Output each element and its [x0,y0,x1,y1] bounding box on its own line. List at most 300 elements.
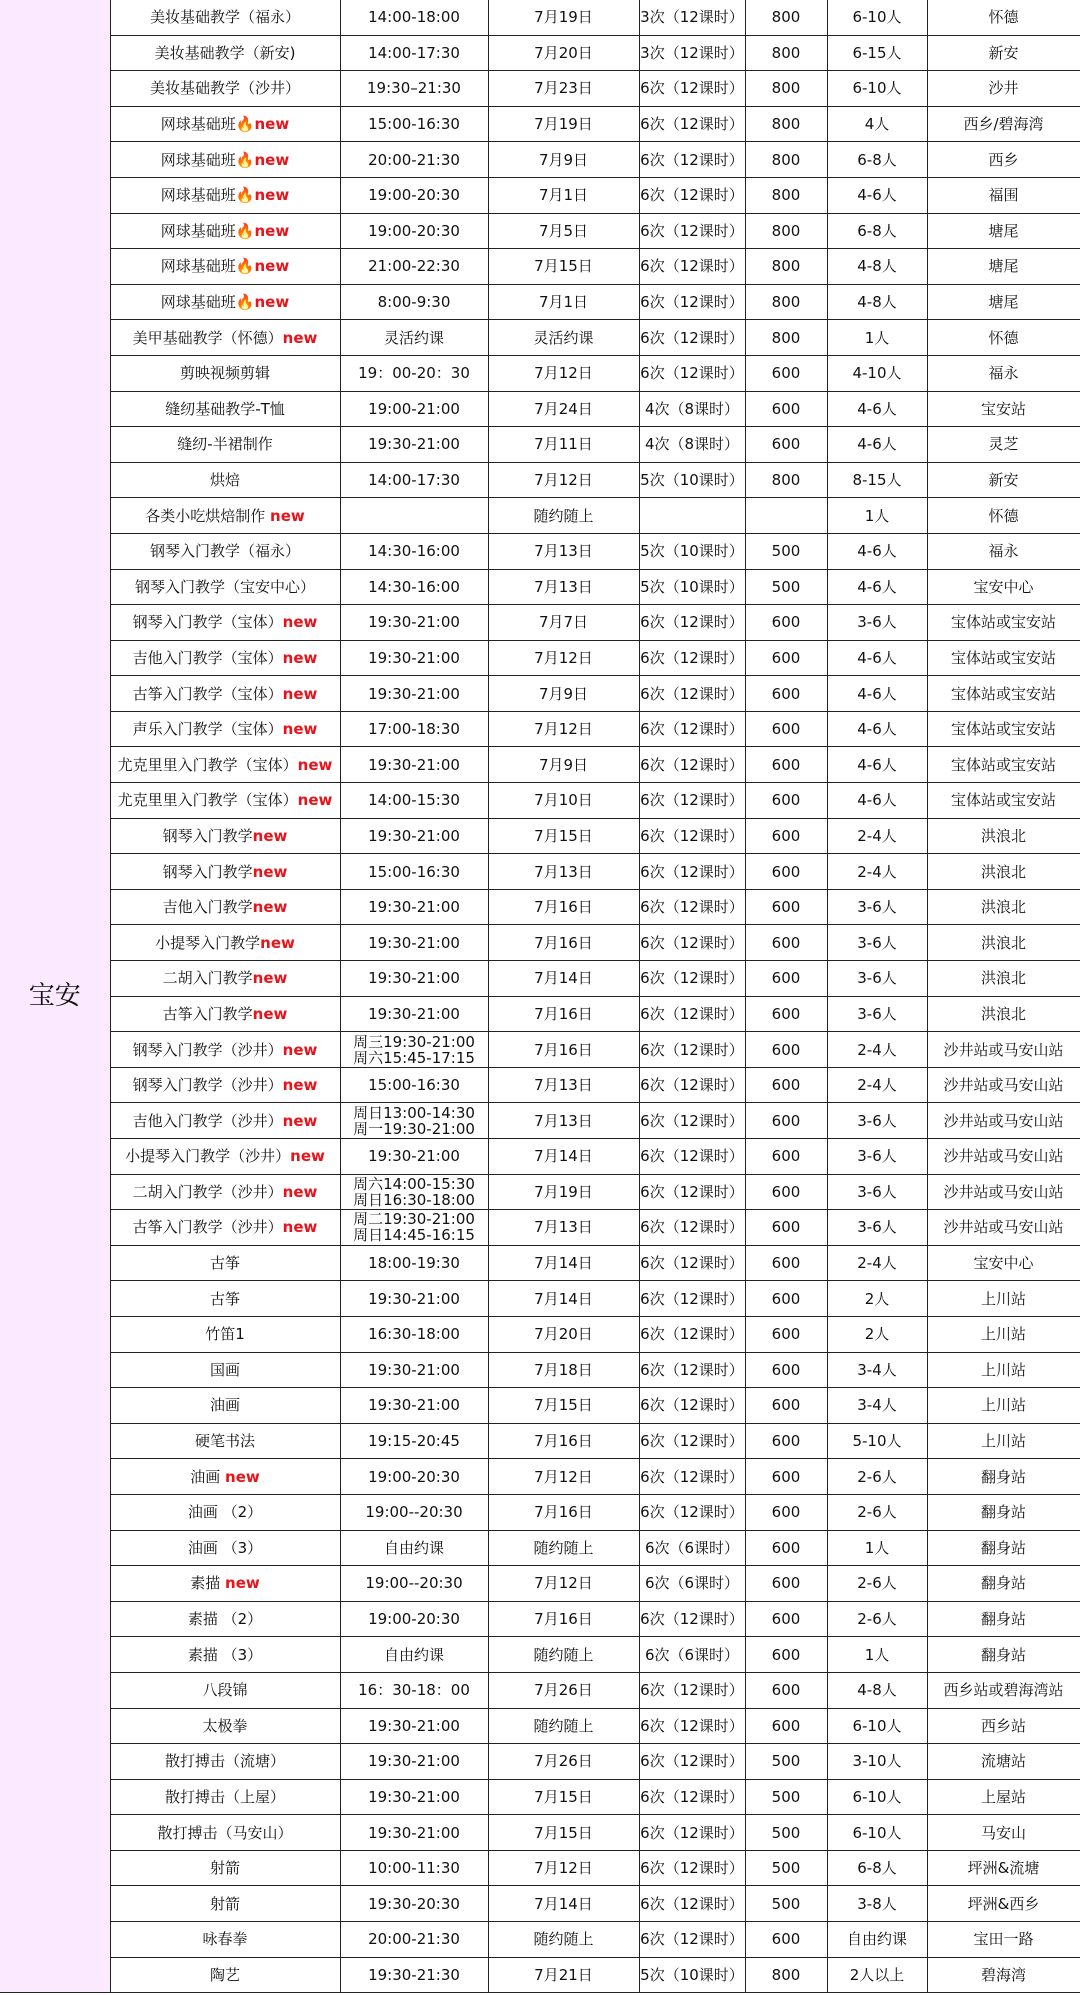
class-size-cell: 1人 [827,1530,927,1566]
start-date-cell: 7月13日 [488,1210,639,1246]
class-size-cell: 2人以上 [827,1957,927,1993]
time-slot: 20:00-21:30 [368,150,460,169]
table-row [0,854,1080,890]
start-date-cell: 7月26日 [488,1672,639,1708]
course-name: 钢琴入门教学（沙井） [132,1040,283,1059]
course-name-cell [110,1815,340,1851]
new-badge: new [252,1004,288,1023]
start-date-cell: 7月12日 [488,640,639,676]
price-cell: 600 [745,640,827,676]
sessions-cell: 6次（12课时） [639,783,745,819]
start-date-cell: 7月19日 [488,0,639,35]
price-cell: 600 [745,1103,827,1139]
start-date-cell: 7月1日 [488,177,639,213]
location-cell: 宝体站或宝安站 [927,783,1080,819]
time-slot: 20:00-21:30 [368,1930,460,1949]
location-cell: 翻身站 [927,1601,1080,1637]
course-name: 尤克里里入门教学（宝体） [117,755,298,774]
course-name: 散打搏击（流塘） [164,1752,285,1771]
table-row [0,1850,1080,1886]
time-cell [340,1459,488,1495]
start-date-cell: 7月15日 [488,1388,639,1424]
price-cell: 600 [745,1637,827,1673]
sessions-cell: 6次（12课时） [639,1245,745,1281]
course-name: 国画 [209,1360,240,1379]
region-label: 宝安 [0,0,110,1993]
sessions-cell: 6次（12课时） [639,1922,745,1958]
time-cell [340,106,488,142]
time-cell [340,1494,488,1530]
course-name-cell [110,711,340,747]
start-date-cell: 7月16日 [488,1032,639,1068]
time-slot: 18:00-19:30 [368,1254,460,1273]
location-cell: 西乡 [927,142,1080,178]
table-row [0,1352,1080,1388]
start-date-cell: 7月24日 [488,391,639,427]
new-badge: new [282,648,318,667]
price-cell: 600 [745,1672,827,1708]
sessions-cell: 5次（10课时） [639,1957,745,1993]
class-size-cell: 4-8人 [827,284,927,320]
course-name-cell [110,1779,340,1815]
time-slot: 19:00-20:30 [368,1467,460,1486]
time-cell [340,1530,488,1566]
course-name-cell [110,284,340,320]
table-row [0,747,1080,783]
course-name: 古筝 [209,1289,240,1308]
class-size-cell: 6-8人 [827,142,927,178]
time-cell [340,1957,488,1993]
class-size-cell: 4-8人 [827,249,927,285]
class-size-cell: 4人 [827,106,927,142]
table-row [0,1601,1080,1637]
start-date-cell: 7月19日 [488,1174,639,1210]
time-slot: 19:30-21:00 [368,1289,460,1308]
table-row [0,142,1080,178]
course-name: 硬笔书法 [194,1432,255,1451]
table-row [0,1815,1080,1851]
time-cell [340,35,488,71]
time-cell [340,1032,488,1068]
course-name: 素描 [190,1574,226,1593]
sessions-cell: 6次（12课时） [639,1708,745,1744]
table-row [0,1281,1080,1317]
class-size-cell: 3-6人 [827,961,927,997]
table-row [0,320,1080,356]
fire-icon: 🔥 [235,293,255,312]
location-cell: 塘尾 [927,249,1080,285]
course-name-cell [110,1494,340,1530]
course-name: 太极拳 [202,1716,248,1735]
time-cell [340,1886,488,1922]
price-cell: 800 [745,462,827,498]
location-cell: 宝体站或宝安站 [927,605,1080,641]
time-cell [340,320,488,356]
price-cell: 800 [745,0,827,35]
course-name-cell [110,355,340,391]
price-cell: 800 [745,213,827,249]
table-row [0,71,1080,107]
time-cell [340,462,488,498]
new-badge: new [282,1182,318,1201]
course-name: 美甲基础教学（怀德） [132,328,283,347]
course-name: 烘焙 [209,471,240,490]
price-cell: 800 [745,1957,827,1993]
course-name: 钢琴入门教学（宝安中心） [134,577,315,596]
course-name-cell [110,605,340,641]
table-row [0,1388,1080,1424]
class-size-cell: 3-6人 [827,1103,927,1139]
course-name-cell [110,462,340,498]
time-cell [340,1245,488,1281]
price-cell: 500 [745,1779,827,1815]
price-cell: 600 [745,1210,827,1246]
start-date-cell: 7月14日 [488,961,639,997]
sessions-cell: 6次（12课时） [639,711,745,747]
table-row [0,711,1080,747]
class-size-cell: 3-6人 [827,605,927,641]
course-name-cell [110,1139,340,1175]
sessions-cell: 6次（12课时） [639,1174,745,1210]
time-slot: 19：00-20：30 [358,364,470,383]
table-row [0,1637,1080,1673]
course-name: 素描 （2） [187,1610,263,1629]
time-slot: 19:30-21:00 [368,1823,460,1842]
sessions-cell: 6次（12课时） [639,605,745,641]
new-badge: new [252,862,288,881]
start-date-cell: 7月23日 [488,71,639,107]
time-cell [340,1815,488,1851]
class-size-cell: 2-4人 [827,854,927,890]
time-cell [340,1744,488,1780]
location-cell: 宝田一路 [927,1922,1080,1958]
price-cell: 600 [745,818,827,854]
new-badge: new [252,826,288,845]
location-cell: 宝体站或宝安站 [927,640,1080,676]
time-cell [340,249,488,285]
time-slot: 17:00-18:30 [368,720,460,739]
price-cell: 600 [745,1316,827,1352]
sessions-cell: 3次（12课时） [639,35,745,71]
start-date-cell: 7月11日 [488,427,639,463]
start-date-cell: 7月13日 [488,1103,639,1139]
sessions-cell: 6次（12课时） [639,71,745,107]
sessions-cell: 6次（6课时） [639,1566,745,1602]
time-slot: 周六15:45-17:15 [353,1048,475,1067]
class-size-cell: 2-6人 [827,1459,927,1495]
start-date-cell: 7月15日 [488,1815,639,1851]
start-date-cell: 7月16日 [488,1494,639,1530]
time-slot: 19:30-21:00 [368,1787,460,1806]
table-row [0,1779,1080,1815]
course-name-cell [110,1103,340,1139]
price-cell: 500 [745,1886,827,1922]
time-cell [340,1352,488,1388]
location-cell: 怀德 [927,320,1080,356]
class-size-cell: 3-6人 [827,889,927,925]
class-size-cell: 3-6人 [827,996,927,1032]
sessions-cell: 6次（12课时） [639,996,745,1032]
price-cell: 600 [745,1032,827,1068]
price-cell: 800 [745,177,827,213]
class-size-cell: 6-10人 [827,0,927,35]
new-badge: new [282,328,318,347]
course-name: 古筝入门教学（沙井） [132,1218,283,1237]
price-cell: 800 [745,249,827,285]
table-row [0,1067,1080,1103]
new-badge: new [225,1574,260,1593]
time-slot: 19:30-20:30 [368,1894,460,1913]
start-date-cell: 7月20日 [488,1316,639,1352]
time-slot: 10:00-11:30 [368,1859,460,1878]
start-date-cell: 随约随上 [488,1637,639,1673]
course-name-cell [110,1601,340,1637]
time-cell [340,925,488,961]
start-date-cell: 7月16日 [488,1601,639,1637]
time-slot: 14:00-18:00 [368,8,460,27]
location-cell: 翻身站 [927,1637,1080,1673]
location-cell: 上屋站 [927,1779,1080,1815]
course-name-cell [110,1886,340,1922]
price-cell: 600 [745,1530,827,1566]
price-cell: 800 [745,35,827,71]
time-slot: 19:30-21:00 [368,1004,460,1023]
table-row [0,1210,1080,1246]
start-date-cell: 随约随上 [488,1530,639,1566]
time-cell [340,1566,488,1602]
sessions-cell: 6次（12课时） [639,818,745,854]
price-cell [745,498,827,534]
course-name-cell [110,1032,340,1068]
start-date-cell: 7月16日 [488,889,639,925]
start-date-cell: 随约随上 [488,1922,639,1958]
sessions-cell: 5次（10课时） [639,462,745,498]
location-cell: 上川站 [927,1281,1080,1317]
class-size-cell: 4-10人 [827,355,927,391]
course-name-cell [110,1922,340,1958]
time-cell [340,854,488,890]
sessions-cell: 6次（12课时） [639,249,745,285]
course-name-cell [110,1210,340,1246]
time-slot: 19:00--20:30 [365,1574,463,1593]
location-cell: 塘尾 [927,284,1080,320]
start-date-cell: 随约随上 [488,498,639,534]
time-slot: 15:00-16:30 [368,1076,460,1095]
time-slot: 19:30-21:00 [368,969,460,988]
time-cell [340,284,488,320]
course-name: 缝纫基础教学-T恤 [165,399,285,418]
sessions-cell: 6次（12课时） [639,1032,745,1068]
class-size-cell: 3-4人 [827,1352,927,1388]
price-cell: 600 [745,1922,827,1958]
time-cell [340,1316,488,1352]
new-badge: new [290,1147,325,1166]
start-date-cell: 7月14日 [488,1139,639,1175]
start-date-cell: 7月12日 [488,1566,639,1602]
table-row [0,1459,1080,1495]
time-slot: 19:15-20:45 [368,1432,460,1451]
time-slot: 19:30-21:00 [368,826,460,845]
course-name-cell [110,177,340,213]
course-name: 钢琴入门教学 [162,826,253,845]
time-slot: 16：30-18：00 [358,1681,470,1700]
price-cell: 600 [745,1601,827,1637]
course-name: 美妆基础教学（新安) [154,43,296,62]
sessions-cell: 5次（10课时） [639,533,745,569]
course-name: 网球基础班 [160,186,236,205]
new-badge: new [297,755,333,774]
location-cell: 上川站 [927,1316,1080,1352]
new-badge: new [297,791,333,810]
price-cell: 600 [745,783,827,819]
course-name-cell [110,783,340,819]
table-row [0,284,1080,320]
table-row [0,1423,1080,1459]
course-name-cell [110,996,340,1032]
location-cell: 洪浪北 [927,996,1080,1032]
course-name-cell [110,427,340,463]
course-name-cell [110,676,340,712]
time-slot: 19:30-21:00 [368,1396,460,1415]
time-slot: 21:00-22:30 [368,257,460,276]
time-slot: 19:00-20:30 [368,186,460,205]
time-slot: 19:30-21:30 [368,1965,460,1984]
table-row [0,1922,1080,1958]
fire-icon: 🔥 [235,257,255,276]
sessions-cell: 6次（12课时） [639,1423,745,1459]
start-date-cell: 7月12日 [488,462,639,498]
course-name: 网球基础班 [160,257,236,276]
sessions-cell: 6次（12课时） [639,320,745,356]
price-cell: 600 [745,1459,827,1495]
course-name-cell [110,1281,340,1317]
course-name: 小提琴入门教学 [155,933,261,952]
course-name: 八段锦 [202,1681,248,1700]
location-cell: 新安 [927,462,1080,498]
location-cell: 沙井站或马安山站 [927,1139,1080,1175]
location-cell: 碧海湾 [927,1957,1080,1993]
sessions-cell: 6次（12课时） [639,1815,745,1851]
time-slot: 14:30-16:00 [368,542,460,561]
time-cell [340,1423,488,1459]
course-name: 尤克里里入门教学（宝体） [117,791,298,810]
course-name: 古筝 [209,1254,240,1273]
location-cell: 宝安中心 [927,1245,1080,1281]
time-slot: 15:00-16:30 [368,862,460,881]
sessions-cell: 6次（12课时） [639,676,745,712]
time-cell [340,498,488,534]
course-name: 美妆基础教学（福永） [149,8,300,27]
location-cell: 上川站 [927,1352,1080,1388]
table-row [0,391,1080,427]
class-size-cell: 5-10人 [827,1423,927,1459]
class-size-cell: 4-6人 [827,676,927,712]
price-cell: 500 [745,1744,827,1780]
price-cell: 800 [745,71,827,107]
sessions-cell: 6次（6课时） [639,1637,745,1673]
time-slot: 19:30-21:00 [368,648,460,667]
price-cell: 600 [745,427,827,463]
class-size-cell: 自由约课 [827,1922,927,1958]
course-name: 古筝入门教学 [162,1004,253,1023]
time-cell [340,711,488,747]
start-date-cell: 7月18日 [488,1352,639,1388]
table-row [0,996,1080,1032]
course-name-cell [110,533,340,569]
course-name: 油画 （3） [187,1538,263,1557]
sessions-cell: 6次（12课时） [639,854,745,890]
course-name: 古筝入门教学（宝体） [132,684,283,703]
time-slot: 14:00-17:30 [368,471,460,490]
time-cell [340,1281,488,1317]
course-name-cell [110,818,340,854]
time-slot: 19:00--20:30 [365,1503,463,1522]
new-badge: new [254,293,290,312]
course-name: 散打搏击（上屋） [164,1787,285,1806]
course-name: 剪映视频剪辑 [179,364,270,383]
class-size-cell: 2-6人 [827,1494,927,1530]
start-date-cell: 灵活约课 [488,320,639,356]
start-date-cell: 7月13日 [488,533,639,569]
start-date-cell: 7月26日 [488,1744,639,1780]
price-cell: 500 [745,1850,827,1886]
table-row [0,605,1080,641]
new-badge: new [282,1111,318,1130]
price-cell: 600 [745,1566,827,1602]
location-cell: 洪浪北 [927,818,1080,854]
course-name-cell [110,889,340,925]
new-badge: new [282,1076,318,1095]
price-cell: 600 [745,1494,827,1530]
table-row [0,462,1080,498]
start-date-cell: 7月20日 [488,35,639,71]
start-date-cell: 7月13日 [488,854,639,890]
time-slot: 19:30–21:30 [367,79,461,98]
course-name-cell [110,1530,340,1566]
time-cell [340,1210,488,1246]
course-name: 钢琴入门教学 [162,862,253,881]
price-cell: 800 [745,284,827,320]
class-size-cell: 4-6人 [827,177,927,213]
start-date-cell: 7月16日 [488,925,639,961]
table-row [0,498,1080,534]
time-cell [340,1850,488,1886]
time-cell [340,1103,488,1139]
start-date-cell: 7月5日 [488,213,639,249]
time-slot: 周日13:00-14:30 [353,1103,475,1122]
course-name-cell [110,1459,340,1495]
class-size-cell: 4-6人 [827,640,927,676]
time-slot: 周三19:30-21:00 [353,1032,475,1051]
table-row [0,569,1080,605]
start-date-cell: 7月12日 [488,1850,639,1886]
new-badge: new [254,186,290,205]
location-cell: 洪浪北 [927,854,1080,890]
time-slot: 自由约课 [383,1645,444,1664]
time-cell [340,1779,488,1815]
course-name-cell [110,569,340,605]
new-badge: new [252,969,288,988]
start-date-cell: 7月1日 [488,284,639,320]
sessions-cell: 6次（12课时） [639,355,745,391]
fire-icon: 🔥 [235,221,255,240]
course-name: 咏春拳 [202,1930,248,1949]
location-cell: 洪浪北 [927,961,1080,997]
time-slot: 19:00-21:00 [368,399,460,418]
course-name-cell [110,1744,340,1780]
course-name-cell [110,391,340,427]
sessions-cell: 6次（6课时） [639,1530,745,1566]
